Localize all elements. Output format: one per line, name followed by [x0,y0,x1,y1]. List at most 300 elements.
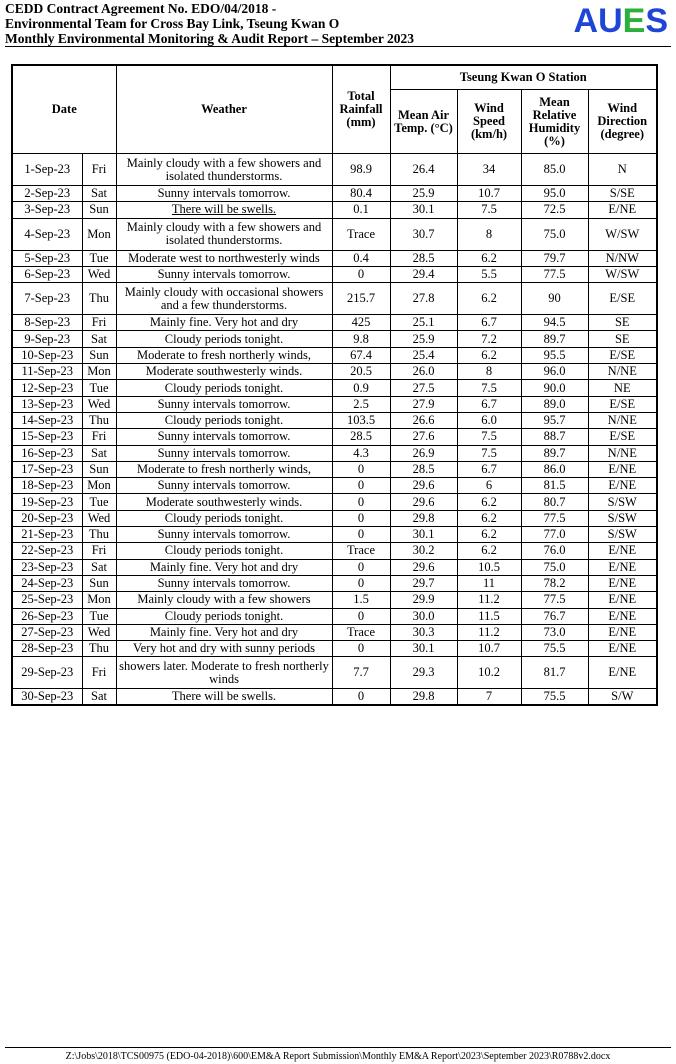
table-row [12,461,657,477]
wind-speed-cell: 11.2 [457,624,521,640]
weather-text: Sunny intervals tomorrow. [157,478,291,493]
temperature-cell: 26.0 [390,364,457,380]
weather-text: Cloudy periods tonight. [164,543,284,558]
wind-direction-cell: NE [588,380,657,396]
day-cell: Sat [82,445,116,461]
wind-direction-cell: E/SE [588,429,657,445]
rainfall-cell: 0 [332,608,390,624]
rainfall-cell: 67.4 [332,347,390,363]
weather-cell [116,575,332,591]
wind-direction-cell: E/NE [588,559,657,575]
table-body [12,154,657,706]
wind-direction-cell: E/NE [588,202,657,218]
rainfall-cell: 215.7 [332,283,390,315]
humidity-cell: 81.7 [521,657,588,689]
header-text [5,1,414,46]
humidity-cell: 96.0 [521,364,588,380]
temperature-cell: 29.4 [390,266,457,282]
wind-speed-cell: 5.5 [457,266,521,282]
table-row [12,250,657,266]
day-cell: Tue [82,608,116,624]
weather-text: There will be swells. [171,202,277,217]
day-cell: Tue [82,380,116,396]
weather-cell [116,396,332,412]
weather-text: Very hot and dry with sunny periods [133,641,315,656]
weather-cell [116,412,332,428]
wind-speed-cell: 6.2 [457,510,521,526]
weather-cell [116,543,332,559]
day-cell: Fri [82,154,116,186]
humidity-cell: 90.0 [521,380,588,396]
weather-cell [116,510,332,526]
header-line-3: Monthly Environmental Monitoring & Audit Report – September 2023 [5,31,415,46]
wind-speed-cell: 10.5 [457,559,521,575]
humidity-cell: 79.7 [521,250,588,266]
weather-text: Mainly cloudy with a few showers and isolated thunderstorms. [126,220,322,248]
wind-direction-cell: N/NE [588,412,657,428]
table-row [12,396,657,412]
temperature-cell: 28.5 [390,461,457,477]
date-cell: 6-Sep-23 [12,266,82,282]
wind-direction-cell: S/SE [588,186,657,202]
wind-speed-cell: 10.7 [457,641,521,657]
wind-speed-cell: 6.0 [457,412,521,428]
date-cell: 18-Sep-23 [12,478,82,494]
rainfall-cell: 0 [332,575,390,591]
table-row [12,641,657,657]
day-cell: Sat [82,559,116,575]
temperature-cell: 26.4 [390,154,457,186]
day-cell: Thu [82,527,116,543]
weather-cell [116,624,332,640]
humidity-cell: 89.0 [521,396,588,412]
table-row [12,543,657,559]
header-temp: Mean Air Temp. (°C) [390,90,457,154]
table-row [12,575,657,591]
header-wind-speed: Wind Speed (km/h) [457,90,521,154]
rainfall-cell: 0 [332,510,390,526]
table-row [12,608,657,624]
table-row [12,412,657,428]
rainfall-cell: 0 [332,527,390,543]
header-line-2: Environmental Team for Cross Bay Link, Tseung Kwan O [5,16,340,31]
table-row [12,347,657,363]
wind-speed-cell: 6.2 [457,347,521,363]
temperature-cell: 27.9 [390,396,457,412]
humidity-cell: 76.7 [521,608,588,624]
weather-text: Sunny intervals tomorrow. [157,429,291,444]
weather-cell [116,429,332,445]
date-cell: 29-Sep-23 [12,657,82,689]
table-row [12,380,657,396]
rainfall-cell: 4.3 [332,445,390,461]
date-cell: 7-Sep-23 [12,283,82,315]
humidity-cell: 75.5 [521,689,588,705]
wind-direction-cell: W/SW [588,218,657,250]
table-row [12,559,657,575]
table-row [12,429,657,445]
wind-direction-cell: E/SE [588,396,657,412]
humidity-cell: 73.0 [521,624,588,640]
temperature-cell: 27.5 [390,380,457,396]
weather-cell [116,641,332,657]
weather-text: Cloudy periods tonight. [164,608,284,623]
temperature-cell: 29.7 [390,575,457,591]
humidity-cell: 77.5 [521,510,588,526]
table-row [12,478,657,494]
day-cell: Mon [82,478,116,494]
weather-cell [116,380,332,396]
temperature-cell: 26.9 [390,445,457,461]
date-cell: 8-Sep-23 [12,315,82,331]
rainfall-cell: 80.4 [332,186,390,202]
wind-speed-cell: 7.2 [457,331,521,347]
weather-cell [116,461,332,477]
logo-letter-e: E [622,2,646,40]
weather-text: Mainly fine. Very hot and dry [149,624,299,639]
wind-direction-cell: S/W [588,689,657,705]
rainfall-cell: 1.5 [332,592,390,608]
humidity-cell: 95.0 [521,186,588,202]
day-cell: Sun [82,202,116,218]
date-cell: 26-Sep-23 [12,608,82,624]
wind-speed-cell: 8 [457,364,521,380]
humidity-cell: 77.5 [521,266,588,282]
logo-letter-a: A [573,2,599,40]
rainfall-cell: 0 [332,689,390,705]
weather-text: Cloudy periods tonight. [164,331,284,346]
weather-text: Sunny intervals tomorrow. [157,186,291,201]
day-cell: Sun [82,461,116,477]
rainfall-cell: 103.5 [332,412,390,428]
weather-text: showers later. Moderate to fresh northerly winds [119,658,329,686]
humidity-cell: 90 [521,283,588,315]
rainfall-cell: 28.5 [332,429,390,445]
humidity-cell: 78.2 [521,575,588,591]
weather-cell [116,347,332,363]
humidity-cell: 77.0 [521,527,588,543]
date-cell: 4-Sep-23 [12,218,82,250]
weather-cell [116,592,332,608]
weather-text: Moderate to fresh northerly winds, [137,462,311,476]
wind-direction-cell: S/SW [588,510,657,526]
wind-speed-cell: 6.2 [457,543,521,559]
temperature-cell: 30.1 [390,641,457,657]
weather-text: Mainly cloudy with occasional showers and a few thunderstorms. [124,284,324,312]
rainfall-cell: 0.9 [332,380,390,396]
day-cell: Fri [82,543,116,559]
weather-table [11,64,658,706]
rainfall-cell: 0.4 [332,250,390,266]
wind-direction-cell: SE [588,331,657,347]
wind-speed-cell: 6.2 [457,527,521,543]
wind-speed-cell: 7.5 [457,429,521,445]
temperature-cell: 29.6 [390,559,457,575]
humidity-cell: 81.5 [521,478,588,494]
date-cell: 25-Sep-23 [12,592,82,608]
table-row [12,689,657,705]
weather-text: Mainly cloudy with a few showers and isolated thunderstorms. [126,155,322,183]
humidity-cell: 86.0 [521,461,588,477]
weather-cell [116,364,332,380]
day-cell: Wed [82,624,116,640]
wind-direction-cell: E/SE [588,347,657,363]
weather-cell [116,527,332,543]
date-cell: 9-Sep-23 [12,331,82,347]
day-cell: Sun [82,575,116,591]
rainfall-cell: 7.7 [332,657,390,689]
temperature-cell: 25.4 [390,347,457,363]
wind-direction-cell: E/NE [588,608,657,624]
day-cell: Sat [82,331,116,347]
humidity-cell: 75.5 [521,641,588,657]
weather-cell [116,250,332,266]
table-row [12,364,657,380]
weather-text: Moderate west to northwesterly winds [128,250,320,265]
wind-speed-cell: 6.2 [457,250,521,266]
day-cell: Fri [82,315,116,331]
wind-direction-cell: E/NE [588,641,657,657]
wind-speed-cell: 6.7 [457,315,521,331]
wind-speed-cell: 11.5 [457,608,521,624]
temperature-cell: 30.0 [390,608,457,624]
temperature-cell: 25.1 [390,315,457,331]
wind-direction-cell: E/NE [588,592,657,608]
table-row [12,510,657,526]
humidity-cell: 94.5 [521,315,588,331]
weather-cell [116,689,332,705]
weather-text: Cloudy periods tonight. [164,510,284,525]
temperature-cell: 28.5 [390,250,457,266]
day-cell: Tue [82,250,116,266]
header-weather: Weather [116,65,332,154]
wind-direction-cell: E/NE [588,624,657,640]
header-date: Date [12,65,116,154]
wind-speed-cell: 7.5 [457,202,521,218]
weather-text: Sunny intervals tomorrow. [157,527,291,542]
weather-cell [116,478,332,494]
rainfall-cell: 0 [332,494,390,510]
rainfall-cell: 0.1 [332,202,390,218]
date-cell: 10-Sep-23 [12,347,82,363]
wind-direction-cell: N/NE [588,364,657,380]
day-cell: Sat [82,186,116,202]
rainfall-cell: 0 [332,641,390,657]
wind-speed-cell: 11.2 [457,592,521,608]
weather-cell [116,608,332,624]
date-cell: 1-Sep-23 [12,154,82,186]
weather-cell [116,154,332,186]
date-cell: 30-Sep-23 [12,689,82,705]
wind-speed-cell: 7 [457,689,521,705]
wind-speed-cell: 8 [457,218,521,250]
day-cell: Mon [82,218,116,250]
rainfall-cell: Trace [332,624,390,640]
wind-speed-cell: 11 [457,575,521,591]
wind-direction-cell: E/NE [588,543,657,559]
day-cell: Sun [82,347,116,363]
weather-cell [116,315,332,331]
report-header [5,0,671,47]
wind-speed-cell: 6.2 [457,283,521,315]
weather-cell [116,331,332,347]
wind-speed-cell: 6.2 [457,494,521,510]
wind-speed-cell: 7.5 [457,445,521,461]
rainfall-cell: 2.5 [332,396,390,412]
wind-direction-cell: E/NE [588,461,657,477]
temperature-cell: 29.6 [390,478,457,494]
weather-cell [116,494,332,510]
weather-text: Moderate to fresh northerly winds, [137,347,311,362]
weather-text: Cloudy periods tonight. [164,413,284,428]
temperature-cell: 29.8 [390,510,457,526]
wind-speed-cell: 10.2 [457,657,521,689]
wind-direction-cell: E/NE [588,478,657,494]
temperature-cell: 30.7 [390,218,457,250]
wind-direction-cell: S/SW [588,527,657,543]
rainfall-cell: 0 [332,478,390,494]
wind-direction-cell: N/NE [588,445,657,461]
humidity-cell: 72.5 [521,202,588,218]
wind-speed-cell: 6.7 [457,396,521,412]
table-row [12,218,657,250]
rainfall-cell: 0 [332,559,390,575]
logo-letter-u: U [598,2,623,40]
wind-speed-cell: 7.5 [457,380,521,396]
day-cell: Fri [82,429,116,445]
date-cell: 17-Sep-23 [12,461,82,477]
temperature-cell: 29.8 [390,689,457,705]
table-row [12,186,657,202]
weather-cell [116,266,332,282]
temperature-cell: 30.2 [390,543,457,559]
humidity-cell: 85.0 [521,154,588,186]
temperature-cell: 25.9 [390,186,457,202]
table-row [12,592,657,608]
rainfall-cell: 98.9 [332,154,390,186]
wind-direction-cell: E/SE [588,283,657,315]
date-cell: 14-Sep-23 [12,412,82,428]
humidity-cell: 77.5 [521,592,588,608]
table-row [12,445,657,461]
wind-speed-cell: 34 [457,154,521,186]
logo-letter-s: S [645,2,668,40]
day-cell: Wed [82,266,116,282]
date-cell: 27-Sep-23 [12,624,82,640]
humidity-cell: 89.7 [521,331,588,347]
humidity-cell: 75.0 [521,559,588,575]
date-cell: 20-Sep-23 [12,510,82,526]
weather-text: Mainly fine. Very hot and dry [149,315,299,330]
wind-direction-cell: SE [588,315,657,331]
day-cell: Mon [82,364,116,380]
date-cell: 19-Sep-23 [12,494,82,510]
wind-speed-cell: 6 [457,478,521,494]
humidity-cell: 89.7 [521,445,588,461]
weather-text: Moderate southwesterly winds. [145,364,303,379]
rainfall-cell: 20.5 [332,364,390,380]
date-cell: 3-Sep-23 [12,202,82,218]
weather-cell [116,186,332,202]
day-cell: Wed [82,396,116,412]
weather-text: Sunny intervals tomorrow. [157,445,291,460]
weather-text: Mainly fine. Very hot and dry [149,559,299,574]
humidity-cell: 95.7 [521,412,588,428]
day-cell: Thu [82,641,116,657]
date-cell: 2-Sep-23 [12,186,82,202]
weather-cell [116,657,332,689]
temperature-cell: 29.6 [390,494,457,510]
humidity-cell: 80.7 [521,494,588,510]
weather-cell [116,445,332,461]
wind-direction-cell: N [588,154,657,186]
weather-text: Moderate southwesterly winds. [145,494,303,509]
date-cell: 11-Sep-23 [12,364,82,380]
table-row [12,624,657,640]
temperature-cell: 30.1 [390,202,457,218]
date-cell: 12-Sep-23 [12,380,82,396]
weather-cell [116,559,332,575]
weather-text: Sunny intervals tomorrow. [157,576,291,591]
date-cell: 23-Sep-23 [12,559,82,575]
table-row [12,283,657,315]
date-cell: 22-Sep-23 [12,543,82,559]
header-humidity: Mean Relative Humidity (%) [521,90,588,154]
file-path-footer: Z:\Jobs\2018\TCS00975 (EDO-04-2018)\600\EM&A Report Submission\Monthly EM&A Report\2023\September 2023\R0788v2.docx [5,1047,671,1063]
weather-cell [116,283,332,315]
humidity-cell: 75.0 [521,218,588,250]
humidity-cell: 88.7 [521,429,588,445]
temperature-cell: 29.3 [390,657,457,689]
date-cell: 13-Sep-23 [12,396,82,412]
date-cell: 21-Sep-23 [12,527,82,543]
wind-direction-cell: S/SW [588,494,657,510]
table-row [12,266,657,282]
day-cell: Thu [82,412,116,428]
wind-direction-cell: E/NE [588,575,657,591]
date-cell: 15-Sep-23 [12,429,82,445]
weather-text: There will be swells. [171,689,277,704]
wind-direction-cell: W/SW [588,266,657,282]
temperature-cell: 27.6 [390,429,457,445]
temperature-cell: 26.6 [390,412,457,428]
date-cell: 16-Sep-23 [12,445,82,461]
rainfall-cell: 0 [332,461,390,477]
temperature-cell: 29.9 [390,592,457,608]
wind-direction-cell: E/NE [588,657,657,689]
temperature-cell: 30.3 [390,624,457,640]
weather-text: Sunny intervals tomorrow. [157,267,291,282]
day-cell: Tue [82,494,116,510]
table-row [12,202,657,218]
table-row [12,657,657,689]
temperature-cell: 27.8 [390,283,457,315]
weather-text: Cloudy periods tonight. [164,380,284,395]
day-cell: Sat [82,689,116,705]
table-row [12,315,657,331]
weather-text: Mainly cloudy with a few showers [137,592,311,607]
header-station: Tseung Kwan O Station [390,65,657,90]
rainfall-cell: Trace [332,218,390,250]
table-row [12,494,657,510]
rainfall-cell: 425 [332,315,390,331]
day-cell: Wed [82,510,116,526]
table-row [12,154,657,186]
table-row [12,527,657,543]
date-cell: 28-Sep-23 [12,641,82,657]
humidity-cell: 76.0 [521,543,588,559]
header-rainfall: Total Rainfall (mm) [332,65,390,154]
